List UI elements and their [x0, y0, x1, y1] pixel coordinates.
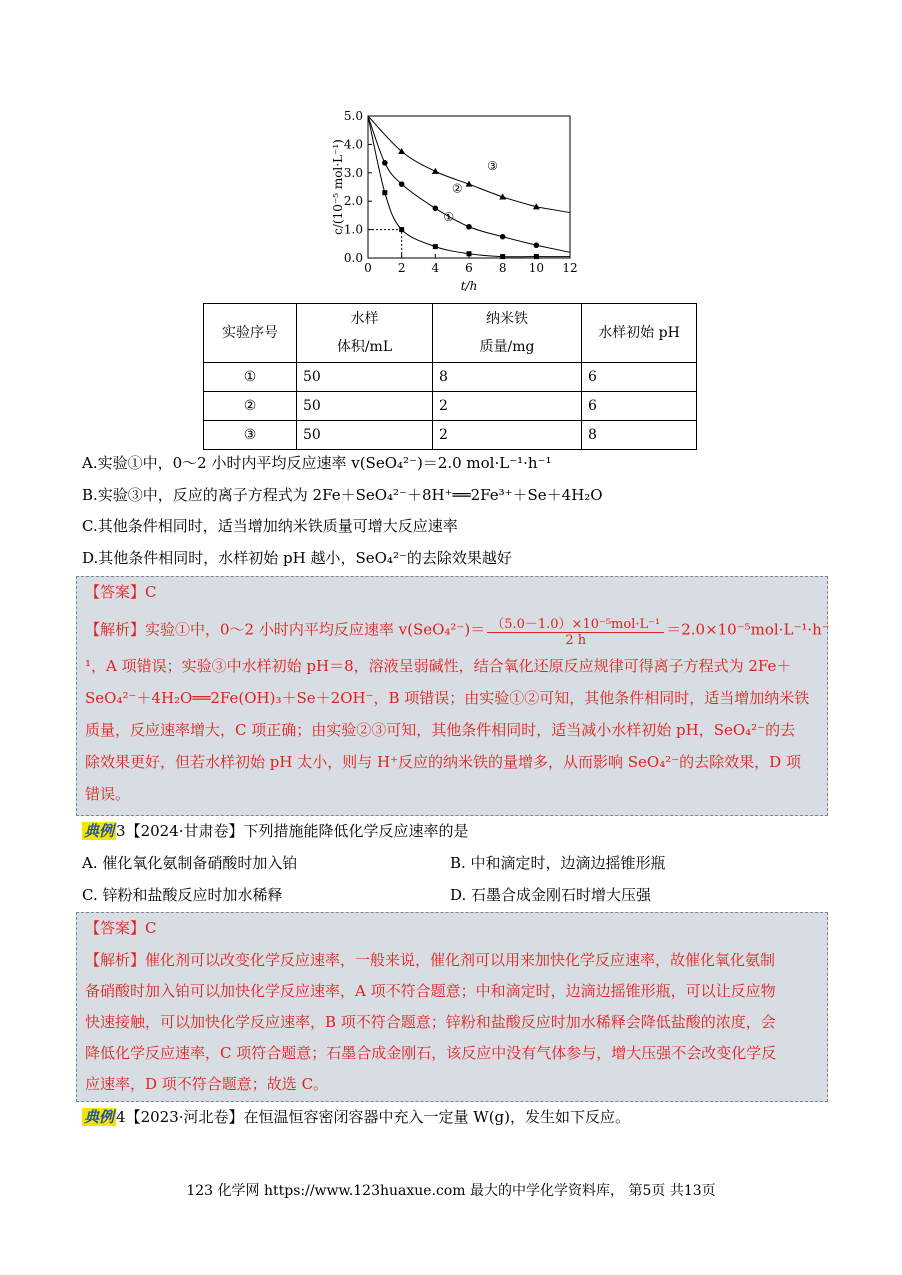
table-row: [204, 392, 697, 421]
table-cell: 8: [582, 421, 697, 450]
example-3-option-b: B. 中和滴定时，边滴边摇锥形瓶: [450, 854, 666, 872]
data-point-square: [433, 244, 438, 249]
option-d: D.其他条件相同时，水样初始 pH 越小，SeO₄²⁻的去除效果越好: [82, 549, 512, 567]
series-label: ①: [443, 210, 455, 225]
x-tick-label: 2: [397, 261, 406, 275]
explanation-text: ＝2.0×10⁻⁵mol·L⁻¹·h⁻: [666, 620, 830, 639]
y-tick-label: 1.0: [343, 222, 363, 237]
table-cell: 2: [433, 392, 582, 421]
data-point-square: [399, 227, 404, 232]
answer-box-1: [76, 576, 828, 816]
data-point-circle: [500, 234, 506, 240]
data-point-circle: [399, 181, 405, 187]
y-axis-label: c/(10⁻⁵ mol·L⁻¹): [331, 139, 345, 235]
example-3-option-d: D. 石墨合成金刚石时增大压强: [450, 886, 652, 904]
header-cell: 实验序号: [204, 304, 297, 363]
explanation-text: 【解析】实验①中，0～2 小时内平均反应速率 v(SeO₄²⁻)＝: [85, 620, 486, 639]
explanation-line: 快速接触，可以加快化学反应速率，B 项不符合题意；锌粉和盐酸反应时加水稀释会降低盐酸的浓度，会: [85, 1013, 776, 1031]
example-number: 4: [116, 1108, 126, 1126]
table-cell: 6: [582, 392, 697, 421]
table-cell: ①: [204, 363, 297, 392]
x-tick-label: 4: [431, 261, 440, 275]
explanation-line: 应速率，D 项不符合题意；故选 C。: [85, 1075, 329, 1093]
guide-line: [368, 230, 402, 258]
table-cell: 2: [433, 421, 582, 450]
x-axis-label: t/h: [460, 279, 478, 293]
y-tick-label: 4.0: [343, 137, 363, 152]
table-cell: 50: [297, 392, 433, 421]
x-tick-label: 10: [528, 261, 544, 275]
table-header-row: [204, 304, 697, 363]
explanation-line: 降低化学反应速率，C 项符合题意；石墨合成金刚石，该反应中没有气体参与，增大压强不会改变化学反: [85, 1044, 777, 1062]
explanation-line: SeO₄²⁻＋4H₂O══2Fe(OH)₃＋Se＋2OH⁻，B 项错误；由实验①②可知，其他条件相同时，适当增加纳米铁: [85, 689, 810, 707]
plot-area: [331, 109, 578, 293]
example-3-stem: [82, 820, 469, 841]
explanation-line: 备硝酸时加入铂可以加快化学反应速率，A 项不符合题意；中和滴定时，边滴边摇锥形瓶，可以让反应物: [85, 982, 776, 1000]
example-4-stem: [82, 1106, 630, 1127]
series-line-3: [368, 116, 570, 213]
y-tick-label: 0.0: [343, 251, 363, 265]
example-tag: 典例: [84, 1108, 115, 1126]
y-tick-label: 5.0: [343, 109, 363, 123]
experiment-table: [203, 303, 697, 450]
example-stem-text: 【2023·河北卷】在恒温恒容密闭容器中充入一定量 W(g)，发生如下反应。: [125, 1108, 630, 1126]
y-tick-label: 2.0: [343, 194, 363, 209]
rate-fraction: [487, 613, 664, 648]
data-point-circle: [382, 160, 388, 166]
concentration-time-chart: [330, 100, 590, 300]
x-tick-label: 6: [465, 261, 473, 275]
table-cell: 50: [297, 421, 433, 450]
example-stem-text: 【2024·甘肃卷】下列措施能降低化学反应速率的是: [125, 822, 469, 840]
page-footer: 123 化学网 https://www.123huaxue.com 最大的中学化学资料库， 第5页 共13页: [186, 1183, 716, 1199]
x-tick-label: 0: [364, 261, 372, 275]
header-cell: 水样初始 pH: [582, 304, 697, 363]
explanation-line: 除效果更好，但若水样初始 pH 太小，则与 H⁺反应的纳米铁的量增多，从而影响 SeO₄²⁻的去除效果，D 项: [85, 753, 801, 771]
table-cell: 50: [297, 363, 433, 392]
table-row: [204, 363, 697, 392]
fraction-denominator: 2 h: [565, 633, 587, 648]
example-tag: 典例: [84, 822, 115, 840]
example-3-option-a: A. 催化氧化氨制备硝酸时加入铂: [82, 854, 298, 872]
data-point-square: [382, 190, 387, 195]
explanation-line: ¹，A 项错误；实验③中水样初始 pH＝8，溶液呈弱碱性，结合氧化还原反应规律可得离子方程式为 2Fe＋: [85, 657, 792, 675]
data-point-circle: [433, 206, 439, 212]
data-point-square: [500, 254, 505, 259]
option-c: C.其他条件相同时，适当增加纳米铁质量可增大反应速率: [82, 517, 458, 535]
data-point-square: [467, 251, 472, 256]
table-cell: 6: [582, 363, 697, 392]
explanation-line: 错误。: [85, 785, 131, 803]
plot-frame: [368, 116, 570, 258]
x-tick-label: 8: [498, 261, 507, 275]
header-cell: 水样 体积/mL: [297, 304, 433, 363]
explanation-line: 质量，反应速率增大，C 项正确；由实验②③可知，其他条件相同时，适当减小水样初始 pH，SeO₄²⁻的去: [85, 721, 796, 739]
example-number: 3: [116, 822, 126, 840]
explanation-line: 【解析】催化剂可以改变化学反应速率，一般来说，催化剂可以用来加快化学反应速率，故催化氧化氨制: [85, 951, 776, 969]
answer-label: 【答案】C: [85, 583, 157, 601]
option-a: A.实验①中，0～2 小时内平均反应速率 v(SeO₄²⁻)＝2.0 mol·L⁻¹·h⁻¹: [82, 454, 552, 472]
example-3-option-c: C. 锌粉和盐酸反应时加水稀释: [82, 886, 283, 904]
header-cell: 纳米铁 质量/mg: [433, 304, 582, 363]
fraction-numerator: （5.0－1.0）×10⁻⁵mol·L⁻¹: [487, 613, 664, 633]
data-point-triangle: [432, 168, 439, 174]
table-cell: 8: [433, 363, 582, 392]
data-point-square: [534, 254, 539, 259]
explanation-line: [85, 613, 830, 648]
table-row: [204, 421, 697, 450]
series-label: ②: [451, 181, 463, 196]
data-point-circle: [466, 224, 472, 230]
table-cell: ②: [204, 392, 297, 421]
table-cell: ③: [204, 421, 297, 450]
answer-label: 【答案】C: [85, 919, 157, 937]
data-point-circle: [534, 242, 540, 248]
y-tick-label: 3.0: [343, 165, 363, 180]
answer-box-2: [76, 912, 828, 1102]
x-tick-label: 12: [562, 261, 578, 275]
option-b: B.实验③中，反应的离子方程式为 2Fe＋SeO₄²⁻＋8H⁺══2Fe³⁺＋Se＋4H₂O: [82, 486, 603, 504]
series-label: ③: [487, 158, 498, 173]
